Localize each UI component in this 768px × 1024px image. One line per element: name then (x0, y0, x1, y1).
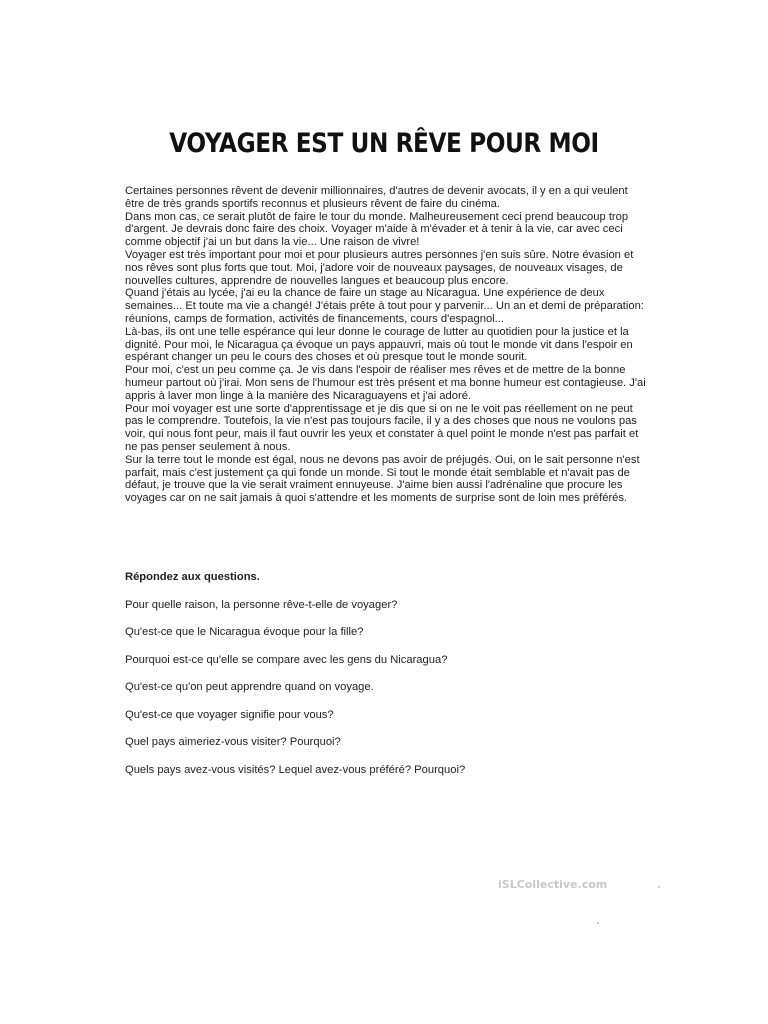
paragraph: Là-bas, ils ont une telle espérance qui leur donne le courage de lutter au quotidien pour la justice et la dignité. Pour moi, le Nicaragua ça évoque un pays appauvri, mais où tout le monde vit dans l'espoir en espérant changer un peu le cours des choses et où presque tout le monde sourit. (125, 325, 633, 364)
speck-mark (658, 886, 660, 888)
question-item: Quel pays aimeriez-vous visiter? Pourquoi? (125, 736, 341, 748)
paragraph: Voyager est très important pour moi et pour plusieurs autres personnes j'en suis sûre. Notre évasion et nos rêves sont plus forts que tout. Moi, j'adore voir de nouveaux paysages, de nouveaux visages, de nouvelles cultures, apprendre de nouvelles langues et beaucoup plus encore. (125, 248, 634, 287)
paragraph: Pour moi, c'est un peu comme ça. Je vis dans l'espoir de réaliser mes rêves et de mettre de la bonne humeur partout où j'irai. Mon sens de l'humour est très présent et ma bonne humeur est contagieuse. J'ai appris à laver mon linge à la manière des Nicaraguayens et j'ai adoré. (125, 364, 646, 402)
reading-text (125, 185, 647, 505)
questions-heading: Répondez aux questions. (125, 571, 260, 583)
question-item: Qu'est-ce que le Nicaragua évoque pour la fille? (125, 626, 364, 638)
paragraph: Pour moi voyager est une sorte d'apprentissage et je dis que si on ne le voit pas réellement on ne peut pas le comprendre. Toutefois, la vie n'est pas toujours facile, il y a des choses que nous ne voulons pas voir, qui nous font peur, mais il faut ouvrir les yeux et constater à quel point le monde n'est pas parfait et ne pas penser seulement à nous. (125, 402, 639, 453)
paragraph: Sur la terre tout le monde est égal, nous ne devons pas avoir de préjugés. Oui, on le sait personne n'est parfait, mais c'est justement ça qui fonde un monde. Si tout le monde était semblable et n'avait pas de défaut, je trouve que la vie serait vraiment ennuyeuse. J'aime bien aussi l'adrénaline que procure les voyages car on ne sait jamais à quoi s'attendre et les moments de surprise sont de loin mes préférés. (125, 453, 640, 505)
speck-mark (597, 922, 599, 924)
page-title: VOYAGER EST UN RÊVE POUR MOI (169, 128, 599, 159)
paragraph: Dans mon cas, ce serait plutôt de faire le tour du monde. Malheureusement ceci prend beaucoup trop d'argent. Je devrais donc faire des choix. Voyager m'aide à m'évader et à tenir à la vie, car avec ceci comme objectif j'ai un but dans la vie... Une raison de vivre! (125, 210, 629, 249)
paragraph: Quand j'étais au lycée, j'ai eu la chance de faire un stage au Nicaragua. Une expérience de deux semaines... Et toute ma vie a changé! J'étais prête à tout pour y parvenir... Un an et demi de préparation: réunions, camps de formation, activités de financements, cours d'espagnol... (125, 287, 644, 325)
question-item: Pourquoi est-ce qu'elle se compare avec les gens du Nicaragua? (125, 654, 448, 666)
question-item: Qu'est-ce que voyager signifie pour vous? (125, 709, 334, 721)
watermark-logo: iSLCollective.com (498, 878, 608, 891)
question-item: Quels pays avez-vous visités? Lequel avez-vous préféré? Pourquoi? (125, 764, 466, 776)
question-item: Pour quelle raison, la personne rêve-t-elle de voyager? (125, 599, 398, 611)
question-item: Qu'est-ce qu'on peut apprendre quand on voyage. (125, 681, 374, 693)
paragraph: Certaines personnes rêvent de devenir millionnaires, d'autres de devenir avocats, il y en a qui veulent être de très grands sportifs reconnus et plusieurs rêvent de faire du cinéma. (125, 185, 628, 210)
